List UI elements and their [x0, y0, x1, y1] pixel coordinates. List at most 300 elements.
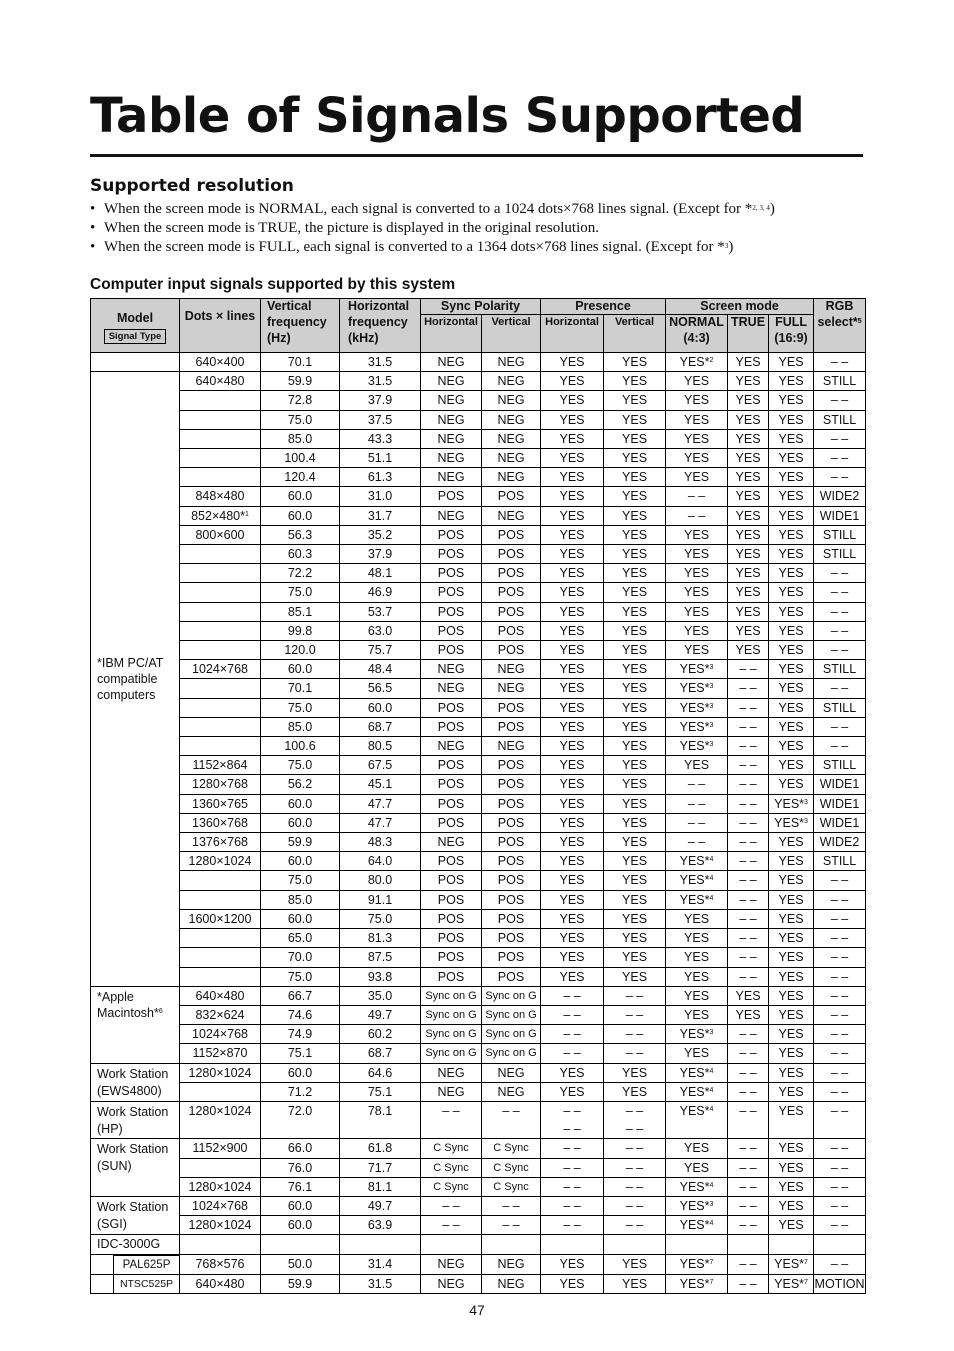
cell-mode-true: YES	[728, 487, 769, 506]
cell-presence-v: YES	[604, 929, 666, 948]
cell-presence-h: YES	[541, 1254, 604, 1274]
cell-presence-h: YES	[541, 929, 604, 948]
cell-mode-true: YES	[728, 429, 769, 448]
model-cell	[91, 986, 180, 1063]
cell-presence-v: YES	[604, 353, 666, 372]
cell-mode-true: – –	[728, 909, 769, 928]
cell-mode-normal: YES*$^2$	[666, 353, 728, 372]
header-presence-vertical: Vertical	[604, 315, 666, 353]
cell-mode-normal: YES	[666, 756, 728, 775]
cell-presence-h: – –	[541, 1025, 604, 1044]
cell-mode-full: YES*$^3$	[769, 813, 814, 832]
cell-presence-v: YES	[604, 525, 666, 544]
cell-dots-lines	[180, 890, 261, 909]
cell-sync-v: Sync on G	[482, 1044, 541, 1063]
cell-mode-full: YES	[769, 833, 814, 852]
cell-mode-true: YES	[728, 391, 769, 410]
cell-presence-h: YES	[541, 468, 604, 487]
cell-sync-v: NEG	[482, 679, 541, 698]
cell-sync-h: NEG	[421, 737, 482, 756]
cell-rgb-select: – –	[814, 1177, 866, 1196]
cell-rgb-select: STILL	[814, 698, 866, 717]
cell-vertical-freq: 66.7	[261, 986, 340, 1005]
cell-presence-h: YES	[541, 621, 604, 640]
cell-mode-full: YES	[769, 583, 814, 602]
cell-mode-true: YES	[728, 602, 769, 621]
cell-vertical-freq: 60.0	[261, 487, 340, 506]
cell-dots-lines: 640×400	[180, 353, 261, 372]
footnote-ref: 1	[244, 510, 249, 518]
cell-horizontal-freq: 31.4	[340, 1254, 421, 1274]
cell-sync-v: POS	[482, 621, 541, 640]
footnote-ref: 4	[709, 1220, 714, 1228]
cell-mode-full: YES	[769, 1101, 814, 1138]
cell-presence-h: YES	[541, 353, 604, 372]
cell-dots-lines	[180, 545, 261, 564]
cell-mode-normal: YES*$^3$	[666, 737, 728, 756]
cell-sync-h: NEG	[421, 468, 482, 487]
cell-mode-normal: YES*$^4$	[666, 1063, 728, 1082]
cell-vertical-freq: 70.0	[261, 948, 340, 967]
signal-type-cell	[91, 1274, 180, 1293]
table-row	[91, 909, 866, 928]
cell-vertical-freq: 74.6	[261, 1005, 340, 1024]
cell-rgb-select: – –	[814, 621, 866, 640]
cell-sync-h: POS	[421, 564, 482, 583]
cell-mode-full: YES	[769, 737, 814, 756]
cell-presence-v: YES	[604, 468, 666, 487]
model-sub: (SUN)	[97, 1159, 132, 1174]
cell-presence-h: YES	[541, 679, 604, 698]
table-row	[91, 1101, 866, 1138]
cell-rgb-select: – –	[814, 967, 866, 986]
cell-mode-full: YES	[769, 948, 814, 967]
note-body: When the screen mode is FULL, each signal is converted to a 1364 dots×768 lines signal. (Except for *	[104, 239, 725, 255]
cell-sync-h: POS	[421, 621, 482, 640]
footnote-ref: 3	[709, 1200, 714, 1208]
table-row	[91, 871, 866, 890]
cell-sync-h: POS	[421, 775, 482, 794]
cell-vertical-freq: 60.0	[261, 794, 340, 813]
cell-horizontal-freq: 31.7	[340, 506, 421, 525]
cell-mode-normal: YES*$^4$	[666, 1216, 728, 1235]
cell-vertical-freq: 72.8	[261, 391, 340, 410]
empty-cell	[421, 1235, 482, 1254]
hdr-full: FULL	[775, 315, 807, 329]
cell-mode-true: YES	[728, 468, 769, 487]
cell-presence-v: – –	[604, 1177, 666, 1196]
cell-sync-v: NEG	[482, 1063, 541, 1082]
note-text	[104, 200, 775, 219]
cell-presence-h: YES	[541, 852, 604, 871]
cell-mode-normal: – –	[666, 506, 728, 525]
cell-sync-h: POS	[421, 602, 482, 621]
cell-horizontal-freq: 48.4	[340, 660, 421, 679]
cell-sync-h: – –	[421, 1196, 482, 1215]
cell-presence-v: YES	[604, 852, 666, 871]
footnote-ref: 3	[709, 1029, 714, 1037]
cell-mode-true: – –	[728, 737, 769, 756]
footnote-ref: 4	[709, 875, 714, 883]
cell-horizontal-freq: 37.9	[340, 391, 421, 410]
cell-sync-h: POS	[421, 545, 482, 564]
cell-mode-full: YES	[769, 679, 814, 698]
cell-horizontal-freq: 91.1	[340, 890, 421, 909]
cell-mode-true: – –	[728, 1196, 769, 1215]
header-sync-vertical: Vertical	[482, 315, 541, 353]
cell-presence-h: YES	[541, 487, 604, 506]
cell-mode-true: – –	[728, 1025, 769, 1044]
cell-sync-v: POS	[482, 775, 541, 794]
cell-mode-true: YES	[728, 410, 769, 429]
cell-rgb-select: – –	[814, 468, 866, 487]
cell-sync-v: POS	[482, 852, 541, 871]
cell-vertical-freq: 60.0	[261, 852, 340, 871]
cell-sync-v: NEG	[482, 468, 541, 487]
cell-presence-h: YES	[541, 641, 604, 660]
cell-horizontal-freq: 67.5	[340, 756, 421, 775]
cell-presence-v: YES	[604, 1082, 666, 1101]
cell-sync-h: POS	[421, 756, 482, 775]
cell-sync-h: POS	[421, 794, 482, 813]
cell-dots-lines: 852×480*$^1$	[180, 506, 261, 525]
cell-presence-v: YES	[604, 717, 666, 736]
cell-presence-v: YES	[604, 775, 666, 794]
model-cell: IDC-3000G	[91, 1235, 180, 1254]
cell-sync-v: NEG	[482, 391, 541, 410]
table-row	[91, 794, 866, 813]
cell-vertical-freq: 85.1	[261, 602, 340, 621]
cell-dots-lines	[180, 564, 261, 583]
empty-cell	[604, 1235, 666, 1254]
cell-sync-h: NEG	[421, 449, 482, 468]
cell-rgb-select: – –	[814, 353, 866, 372]
cell-sync-h: POS	[421, 813, 482, 832]
cell-sync-h: NEG	[421, 391, 482, 410]
cell-mode-true: – –	[728, 813, 769, 832]
cell-mode-full: YES	[769, 717, 814, 736]
cell-rgb-select: – –	[814, 564, 866, 583]
cell-sync-v: NEG	[482, 449, 541, 468]
cell-rgb-select: MOTION	[814, 1274, 866, 1293]
cell-presence-v: YES	[604, 487, 666, 506]
cell-presence-h: YES	[541, 756, 604, 775]
empty-cell	[340, 1235, 421, 1254]
hdr-hf-2: frequency	[348, 315, 408, 329]
cell-mode-full: YES	[769, 1005, 814, 1024]
cell-dots-lines	[180, 641, 261, 660]
title-rule	[90, 154, 863, 157]
cell-vertical-freq: 99.8	[261, 621, 340, 640]
cell-dots-lines: 1280×1024	[180, 1101, 261, 1138]
cell-rgb-select: STILL	[814, 660, 866, 679]
cell-sync-h: C Sync	[421, 1139, 482, 1158]
cell-mode-true: – –	[728, 1139, 769, 1158]
table-row	[91, 1139, 866, 1158]
note-sup: 3	[724, 242, 729, 250]
cell-presence-v: – –	[604, 1139, 666, 1158]
cell-dots-lines: 1152×864	[180, 756, 261, 775]
signal-type-label: PAL625P	[113, 1255, 179, 1274]
cell-vertical-freq: 85.0	[261, 890, 340, 909]
cell-presence-v: – –	[604, 1216, 666, 1235]
cell-dots-lines: 640×480	[180, 1274, 261, 1293]
table-row	[91, 986, 866, 1005]
footnote-ref: 3	[709, 741, 714, 749]
table-row	[91, 929, 866, 948]
cell-vertical-freq: 75.0	[261, 583, 340, 602]
cell-mode-full: YES	[769, 506, 814, 525]
cell-sync-h: NEG	[421, 429, 482, 448]
cell-presence-v: YES	[604, 967, 666, 986]
table-row	[91, 1044, 866, 1063]
cell-horizontal-freq: 93.8	[340, 967, 421, 986]
cell-vertical-freq: 75.1	[261, 1044, 340, 1063]
page-number: 47	[469, 1302, 485, 1318]
model-cell	[91, 372, 180, 987]
cell-sync-v: – –	[482, 1196, 541, 1215]
hdr-vf-3: (Hz)	[267, 331, 291, 345]
cell-sync-v: POS	[482, 641, 541, 660]
cell-sync-h: POS	[421, 698, 482, 717]
cell-mode-full: YES	[769, 1025, 814, 1044]
cell-sync-v: Sync on G	[482, 986, 541, 1005]
cell-mode-normal: YES*$^3$	[666, 698, 728, 717]
footnote-ref: 4	[709, 1181, 714, 1189]
cell-presence-v: – – – –	[604, 1101, 666, 1138]
cell-mode-full: YES	[769, 468, 814, 487]
cell-sync-h: POS	[421, 871, 482, 890]
cell-vertical-freq: 60.0	[261, 660, 340, 679]
cell-mode-true: – –	[728, 679, 769, 698]
cell-dots-lines	[180, 1158, 261, 1177]
table-row	[91, 948, 866, 967]
cell-mode-normal: YES*$^4$	[666, 1101, 728, 1138]
cell-mode-full: YES	[769, 756, 814, 775]
table-row	[91, 468, 866, 487]
cell-sync-v: C Sync	[482, 1158, 541, 1177]
cell-dots-lines: 832×624	[180, 1005, 261, 1024]
cell-vertical-freq: 60.0	[261, 909, 340, 928]
hdr-hf-3: (kHz)	[348, 331, 379, 345]
cell-mode-true: – –	[728, 929, 769, 948]
cell-sync-h: POS	[421, 487, 482, 506]
cell-presence-h: – –	[541, 986, 604, 1005]
cell-rgb-select: – –	[814, 1139, 866, 1158]
cell-presence-v: – –	[604, 986, 666, 1005]
cell-vertical-freq: 72.0	[261, 1101, 340, 1138]
cell-mode-true: – –	[728, 852, 769, 871]
cell-presence-v: YES	[604, 871, 666, 890]
table-row	[91, 391, 866, 410]
cell-mode-true: – –	[728, 1274, 769, 1293]
cell-mode-normal: YES*$^3$	[666, 1196, 728, 1215]
cell-sync-h: NEG	[421, 1274, 482, 1293]
cell-dots-lines: 1360×768	[180, 813, 261, 832]
cell-mode-full: YES	[769, 698, 814, 717]
cell-sync-v: POS	[482, 929, 541, 948]
cell-presence-v: YES	[604, 621, 666, 640]
model-cell	[91, 1063, 180, 1101]
cell-vertical-freq: 75.0	[261, 698, 340, 717]
cell-mode-normal: YES	[666, 410, 728, 429]
cell-mode-true: – –	[728, 871, 769, 890]
footnote-ref: 4	[709, 1067, 714, 1075]
cell-sync-v: POS	[482, 583, 541, 602]
table-row	[91, 372, 866, 391]
note-item	[90, 219, 870, 238]
cell-mode-full: YES	[769, 564, 814, 583]
cell-sync-v: C Sync	[482, 1139, 541, 1158]
cell-mode-true: YES	[728, 986, 769, 1005]
cell-mode-true: YES	[728, 506, 769, 525]
cell-presence-v: YES	[604, 909, 666, 928]
cell-presence-v: YES	[604, 660, 666, 679]
cell-sync-v: NEG	[482, 1082, 541, 1101]
cell-horizontal-freq: 75.7	[340, 641, 421, 660]
cell-dots-lines: 848×480	[180, 487, 261, 506]
cell-presence-v: YES	[604, 756, 666, 775]
cell-vertical-freq: 100.4	[261, 449, 340, 468]
cell-presence-h: YES	[541, 737, 604, 756]
cell-rgb-select: – –	[814, 1196, 866, 1215]
cell-mode-full: YES	[769, 929, 814, 948]
empty-cell	[728, 1235, 769, 1254]
cell-presence-v: YES	[604, 545, 666, 564]
cell-presence-v: YES	[604, 506, 666, 525]
cell-mode-true: – –	[728, 756, 769, 775]
cell-rgb-select: WIDE1	[814, 794, 866, 813]
cell-dots-lines: 800×600	[180, 525, 261, 544]
model-name: *IBM PC/AT compatible computers	[97, 655, 164, 702]
model-name: Work Station	[97, 1142, 169, 1157]
model-sub: (HP)	[97, 1121, 123, 1136]
cell-dots-lines: 1280×1024	[180, 852, 261, 871]
cell-presence-h: YES	[541, 909, 604, 928]
table-row	[91, 583, 866, 602]
cell-vertical-freq: 65.0	[261, 929, 340, 948]
cell-vertical-freq: 100.6	[261, 737, 340, 756]
cell-vertical-freq: 56.2	[261, 775, 340, 794]
cell-mode-full: YES	[769, 525, 814, 544]
cell-mode-true: – –	[728, 1082, 769, 1101]
cell-mode-full: YES	[769, 602, 814, 621]
cell-mode-normal: YES	[666, 1158, 728, 1177]
table-heading: Computer input signals supported by this system	[90, 276, 456, 293]
cell-horizontal-freq: 46.9	[340, 583, 421, 602]
cell-vertical-freq: 75.0	[261, 756, 340, 775]
cell-sync-h: POS	[421, 929, 482, 948]
cell-mode-normal: YES	[666, 602, 728, 621]
cell-mode-normal: YES	[666, 621, 728, 640]
cell-rgb-select: STILL	[814, 852, 866, 871]
cell-dots-lines	[180, 948, 261, 967]
cell-mode-true: – –	[728, 1216, 769, 1235]
cell-sync-h: POS	[421, 641, 482, 660]
cell-rgb-select: WIDE2	[814, 833, 866, 852]
cell-mode-true: YES	[728, 564, 769, 583]
cell-mode-full: YES	[769, 1063, 814, 1082]
cell-horizontal-freq: 48.3	[340, 833, 421, 852]
cell-dots-lines: 1360×765	[180, 794, 261, 813]
cell-sync-h: NEG	[421, 660, 482, 679]
cell-horizontal-freq: 63.9	[340, 1216, 421, 1235]
cell-mode-true: YES	[728, 525, 769, 544]
model-name: Work Station	[97, 1199, 169, 1214]
cell-mode-full: YES	[769, 967, 814, 986]
cell-presence-h: YES	[541, 813, 604, 832]
footnote-ref: 7	[709, 1258, 714, 1266]
cell-sync-v: Sync on G	[482, 1005, 541, 1024]
cell-presence-h: YES	[541, 948, 604, 967]
cell-mode-normal: YES	[666, 948, 728, 967]
bullet-icon: •	[90, 239, 96, 255]
header-true: TRUE	[728, 315, 769, 353]
table-row	[91, 449, 866, 468]
cell-sync-v: POS	[482, 545, 541, 564]
cell-dots-lines: 1376×768	[180, 833, 261, 852]
cell-dots-lines: 1600×1200	[180, 909, 261, 928]
cell-sync-h: C Sync	[421, 1158, 482, 1177]
table-row	[91, 1254, 866, 1274]
table-body	[91, 353, 866, 1294]
cell-sync-h: NEG	[421, 372, 482, 391]
hdr-vf-2: frequency	[267, 315, 327, 329]
cell-presence-h: – –	[541, 1177, 604, 1196]
cell-horizontal-freq: 68.7	[340, 1044, 421, 1063]
cell-rgb-select: – –	[814, 871, 866, 890]
cell-vertical-freq: 72.2	[261, 564, 340, 583]
table-row	[91, 429, 866, 448]
cell-mode-normal: YES	[666, 1139, 728, 1158]
cell-mode-normal: YES	[666, 1044, 728, 1063]
cell-horizontal-freq: 78.1	[340, 1101, 421, 1138]
cell-vertical-freq: 70.1	[261, 353, 340, 372]
cell-dots-lines: 1280×1024	[180, 1216, 261, 1235]
cell-mode-true: – –	[728, 660, 769, 679]
cell-horizontal-freq: 75.1	[340, 1082, 421, 1101]
header-vertical-frequency	[261, 299, 340, 353]
hdr-rgb: RGB	[825, 299, 854, 313]
cell-mode-full: YES	[769, 641, 814, 660]
cell-rgb-select: – –	[814, 717, 866, 736]
cell-presence-v: YES	[604, 391, 666, 410]
cell-mode-full: YES	[769, 1082, 814, 1101]
empty-cell	[814, 1235, 866, 1254]
cell-mode-full: YES*$^7$	[769, 1254, 814, 1274]
cell-mode-true: YES	[728, 641, 769, 660]
cell-presence-h: YES	[541, 583, 604, 602]
cell-mode-full: YES	[769, 1158, 814, 1177]
cell-dots-lines: 1280×768	[180, 775, 261, 794]
empty-cell	[482, 1235, 541, 1254]
cell-dots-lines	[180, 468, 261, 487]
table-row	[91, 1025, 866, 1044]
cell-sync-v: – –	[482, 1101, 541, 1138]
cell-presence-h: YES	[541, 564, 604, 583]
cell-sync-v: NEG	[482, 410, 541, 429]
cell-dots-lines	[180, 929, 261, 948]
cell-dots-lines	[180, 602, 261, 621]
cell-mode-true: – –	[728, 1177, 769, 1196]
cell-mode-true: – –	[728, 794, 769, 813]
cell-mode-normal: YES	[666, 564, 728, 583]
cell-dots-lines	[180, 429, 261, 448]
note-body: When the screen mode is TRUE, the picture is displayed in the original resolution.	[104, 220, 600, 236]
cell-presence-v: YES	[604, 583, 666, 602]
cell-mode-true: – –	[728, 1063, 769, 1082]
cell-vertical-freq: 120.4	[261, 468, 340, 487]
